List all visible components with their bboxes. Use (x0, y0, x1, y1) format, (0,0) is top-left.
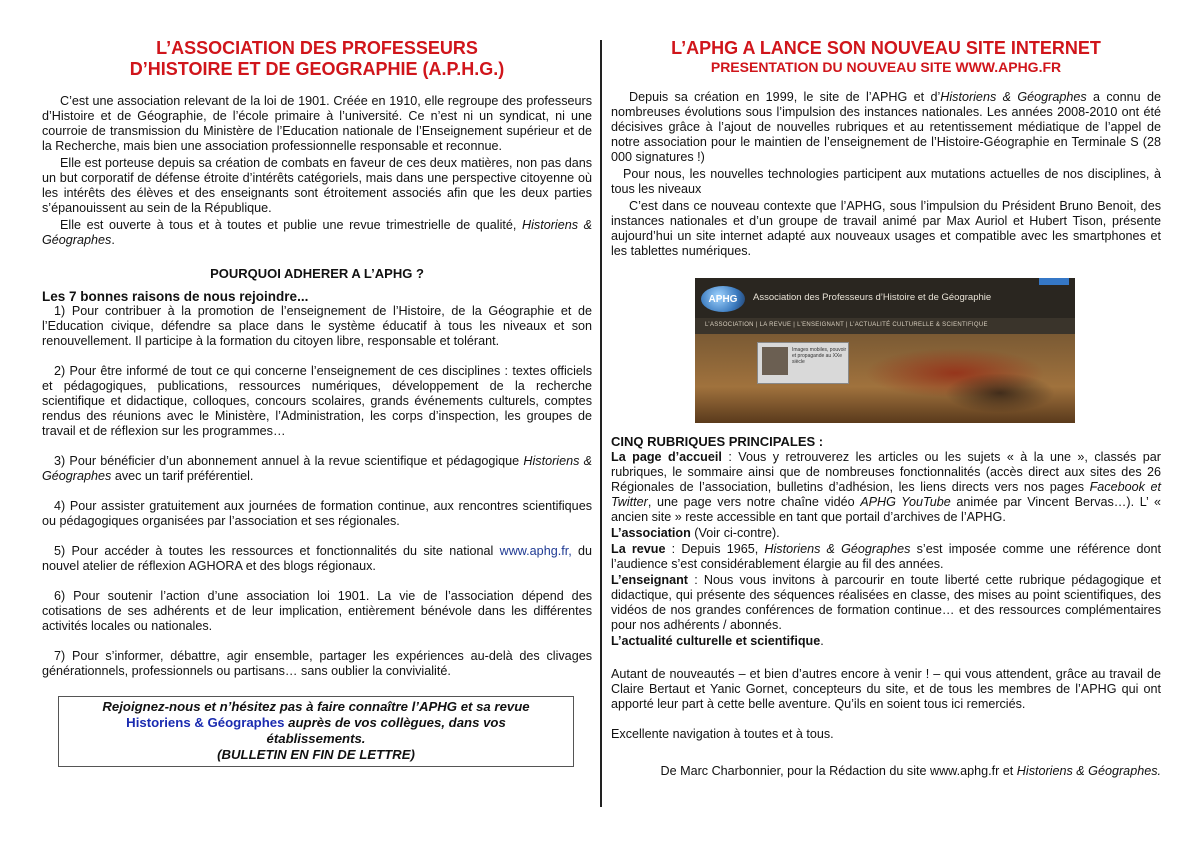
why-join-heading: POURQUOI ADHERER A L’APHG ? (210, 266, 424, 281)
join-us-box: Rejoignez-nous et n’hésitez pas à faire connaître l’APHG et sa revue Historiens & Géographes auprès de vos collègues, dans vos établissements. (BULLETIN EN FIN DE LETTRE) (58, 696, 574, 767)
rubriques-heading: CINQ RUBRIQUES PRINCIPALES : (611, 434, 824, 449)
intro-paragraph-3: Elle est ouverte à tous et à toutes et publie une revue trimestrielle de qualité, Historiens & Géographes. (42, 218, 593, 247)
screenshot-video-panel (757, 342, 849, 384)
rubrique-association: L’association (Voir ci-contre). (611, 526, 780, 540)
rubrique-enseignant: L’enseignant : Nous vous invitons à parcourir en toute liberté cette rubrique pédagogique et didactique, qui présente des séquences réalisées en classe, des mises au point scientifiques, des vidéos de nos grandes conférences de formation continue… et des ressources complémentaires pour nos adhérents / abonnés. (611, 573, 1161, 632)
reason-4: 4) Pour assister gratuitement aux journées de formation continue, aux rencontres scientifiques ou pédagogiques organisées par l’association et ses régionales. (42, 499, 592, 528)
panel-caption: Images mobiles, pouvoir et propagande au XXe siècle (792, 347, 847, 365)
website-subtitle: PRESENTATION DU NOUVEAU SITE WWW.APHG.FR (710, 59, 1062, 75)
aphg-logo: APHG (701, 286, 745, 312)
website-title: L’APHG A LANCE SON NOUVEAU SITE INTERNET (671, 38, 1101, 58)
title-line-1: L’ASSOCIATION DES PROFESSEURS (156, 38, 478, 58)
journal-name: Historiens & Géographes (126, 715, 285, 730)
thanks-paragraph: Autant de nouveautés – et bien d’autres encore à venir ! – qui vous attendent, grâce au travail de Claire Bertaut et Yanic Gornet, concepteurs du site, et de tous les membres de l’APHG qui ont apporté leur part à cette belle aventure. Qu’ils en soient tous ici remerciés. (611, 667, 1161, 711)
reason-7: 7) Pour s’informer, débattre, agir ensemble, partager les expériences au-delà des clivages générationnels, professionnels ou partisans… sans oublier la convivialité. (42, 649, 592, 678)
rubrique-revue: La revue : Depuis 1965, Historiens & Géographes s’est imposée comme une référence dont l’audience s’est considérablement élargie au fil des années. (611, 542, 1161, 571)
screenshot-nav: L’ASSOCIATION | LA REVUE | L’ENSEIGNANT | L’ACTUALITÉ CULTURELLE & SCIENTIFIQUE (705, 322, 988, 328)
website-paragraph-2: Pour nous, les nouvelles technologies participent aux mutations actuelles de nos disciplines, à tous les niveaux (611, 167, 1161, 196)
rubrique-accueil: La page d’accueil : Vous y retrouverez les articles ou les sujets « à la une », classés par rubriques, le sommaire ainsi que de nombreuses fonctionnalités (accès direct aux sites des 26 Régionales de l’association, bulletins d’adhésion, les liens directs vers nos pages Facebook et Twitter, une page vers notre chaîne vidéo APHG YouTube animée par Vincent Bervas…). L’ « ancien site » reste accessible en tant que portail d’archives de l’APHG. (611, 450, 1162, 524)
screenshot-org-name: Association des Professeurs d’Histoire et de Géographie (753, 292, 992, 303)
association-title (42, 38, 592, 80)
right-column (611, 38, 1161, 779)
left-column (42, 38, 592, 767)
intro-paragraph-2: Elle est porteuse depuis sa création de combats en faveur de ces deux matières, non pas dans un but corporatif de défense étroite d’intérêts catégoriels, mais dans une perspective citoyenne où les intérêts des élèves et des enseignants sont étroitement associés afin que les deux parties s’épanouissent au sein de la République. (42, 156, 592, 215)
reasons-heading: Les 7 bonnes raisons de nous rejoindre... (42, 289, 309, 304)
signature: De Marc Charbonnier, pour la Rédaction du site www.aphg.fr et Historiens & Géographes. (660, 764, 1161, 778)
website-screenshot (695, 278, 1075, 423)
website-paragraph-3: C’est dans ce nouveau contexte que l’APHG, sous l’impulsion du Président Bruno Benoit, des instances nationales et d’un groupe de travail animé par Max Auriol et Hubert Tison, présente aujourd’hui un site internet adapté aux nouveaux usages et compatible avec les smartphones et les tablettes numériques. (611, 199, 1161, 258)
intro-paragraph-1: C’est une association relevant de la loi de 1901. Créée en 1910, elle regroupe des professeurs d’Histoire et de Géographie, de l’école primaire à l’université. Ce n’est ni un syndicat, ni une courroie de transmission du Ministère de l’Education nationale de l’Enseignement supérieur et de la Recherche, mais bien une association professionnelle responsable et reconnue. (42, 94, 592, 153)
rubrique-actualite: L’actualité culturelle et scientifique. (611, 634, 824, 648)
rubriques-section (611, 434, 1161, 649)
aphg-link[interactable]: www.aphg.fr, (499, 544, 572, 558)
reason-1: 1) Pour contribuer à la promotion de l’enseignement de l’Histoire, de la Géographie et de l’Education civique, défendre sa place dans le système éducatif à tous les niveaux et son renouvellement. Il participe à la formation du citoyen libre, responsable et tolérant. (42, 304, 592, 348)
title-line-2: D’HISTOIRE ET DE GEOGRAPHIE (A.P.H.G.) (129, 59, 505, 79)
column-divider (600, 40, 602, 807)
reason-3: 3) Pour bénéficier d’un abonnement annuel à la revue scientifique et pédagogique Historiens & Géographes avec un tarif préférentiel. (42, 454, 593, 483)
website-paragraph-1: Depuis sa création en 1999, le site de l’APHG et d’Historiens & Géographes a connu de nombreuses évolutions sous l’impulsion des instances nationales. Les années 2008-2010 ont été décisives grâce à l’ajout de nouvelles rubriques et au retentissement médiatique de l’appel de notre association pour le maintien de l’enseignement de l’Histoire-Géographie en Terminale S (28 000 signatures !) (611, 90, 1161, 164)
reason-5: 5) Pour accéder à toutes les ressources et fonctionnalités du site national www.aphg.fr, du nouvel atelier de réflexion AGHORA et des blogs régionaux. (42, 544, 592, 573)
reason-6: 6) Pour soutenir l’action d’une association loi 1901. La vie de l’association dépend des cotisations de ses adhérents et de leur implication, entièrement bénévole dans les différentes activités locales ou nationales. (42, 589, 592, 633)
speaker-thumbnail (762, 347, 788, 375)
closing-line: Excellente navigation à toutes et à tous. (611, 727, 834, 741)
contact-tab (1039, 278, 1069, 285)
cave-painting-dark (945, 373, 1055, 413)
reason-2: 2) Pour être informé de tout ce qui concerne l’enseignement de ces disciplines : textes officiels et pédagogiques, publications, ressources numériques, développement de la recherche scientifique et didactique, colloques, concours scolaires, grands événements culturels, comptes rendus des réunions avec le Ministère, l’Administration, les corps d’inspection, les groupes de travail et de réflexion sur les programmes… (42, 364, 592, 438)
